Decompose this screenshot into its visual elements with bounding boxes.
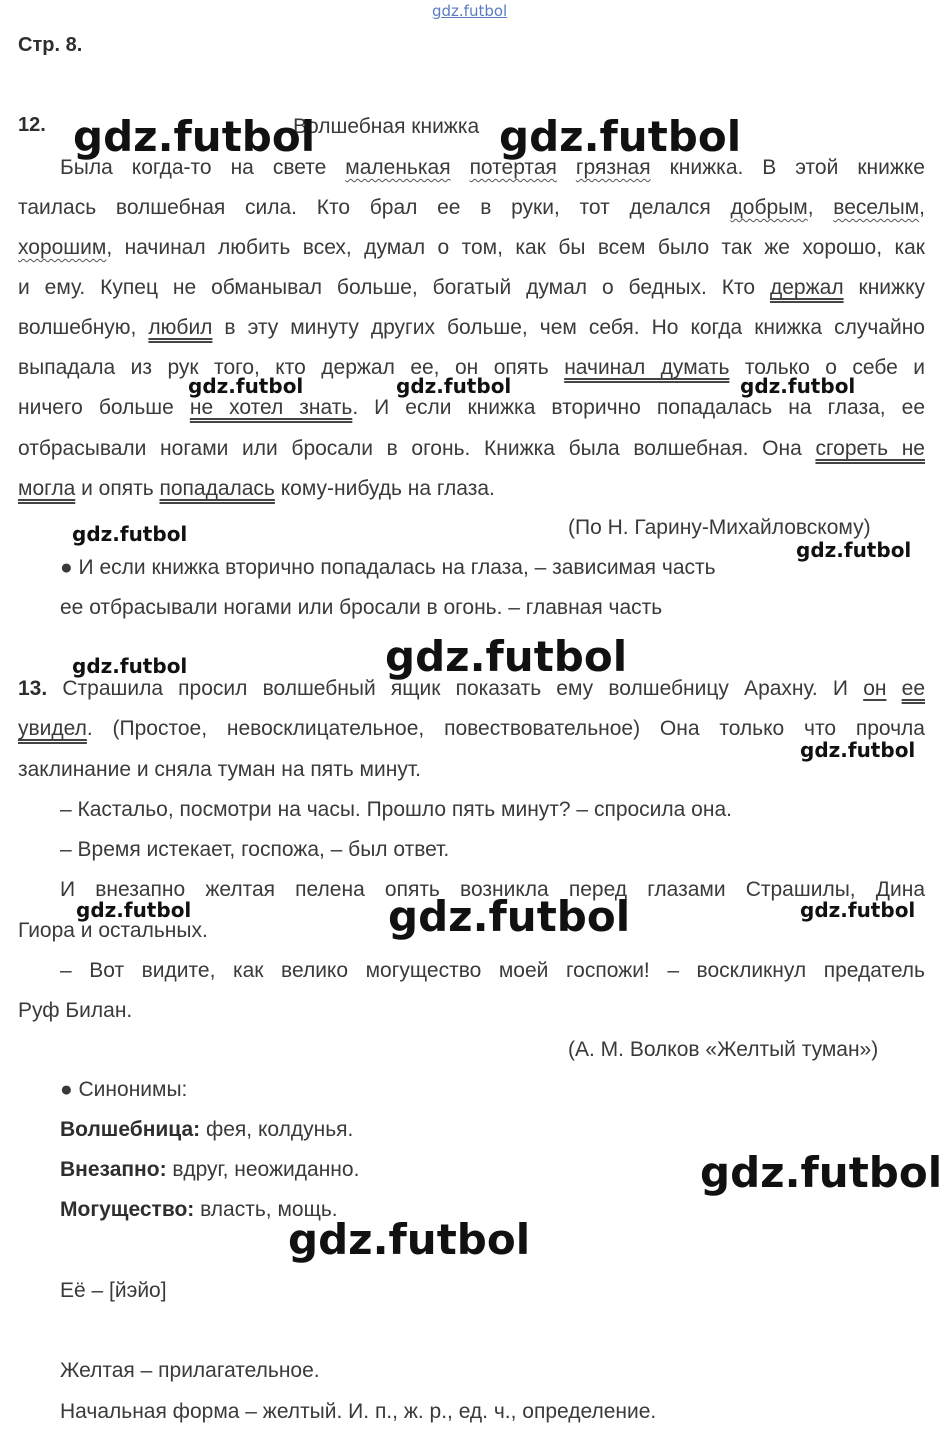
synonym-row: Внезапно: вдруг, неожиданно.: [60, 1158, 360, 1181]
watermark: gdz.futbol: [388, 892, 631, 941]
watermark: gdz.futbol: [76, 898, 192, 922]
watermark: gdz.futbol: [385, 632, 628, 681]
morph-line-2: Начальная форма – желтый. И. п., ж. р., ед. ч., определение.: [60, 1400, 657, 1423]
ex12-bullet-dependent: ● И если книжка вторично попадалась на глаза, – зависимая часть: [60, 556, 716, 579]
phonetic-transcription: Её – [йэйо]: [60, 1279, 167, 1302]
watermark: gdz.futbol: [800, 898, 916, 922]
ex13-line-6: И внезапно желтая пелена опять возникла перед глазами Страшилы, Дина: [60, 878, 925, 901]
ex13-line-5: – Время истекает, госпожа, – был ответ.: [60, 838, 450, 861]
ex12-line-8: отбрасывали ногами или бросали в огонь. Книжка была волшебная. Она сгореть не: [18, 437, 925, 460]
ex12-line-1: Была когда-то на свете маленькая потертая грязная книжка. В этой книжке: [60, 156, 925, 179]
watermark: gdz.futbol: [700, 1148, 943, 1197]
ex12-bullet-main: ее отбрасывали ногами или бросали в огонь. – главная часть: [60, 596, 663, 619]
ex12-line-7: ничего больше не хотел знать. И если книжка вторично попадалась на глаза, ее: [18, 396, 925, 419]
ex12-line-9: могла и опять попадалась кому-нибудь на глаза.: [18, 477, 495, 500]
ex12-source: (По Н. Гарину-Михайловскому): [568, 516, 871, 539]
exercise-12-number: 12.: [18, 114, 46, 136]
watermark: gdz.futbol: [499, 112, 742, 161]
ex13-line-3: заклинание и сняла туман на пять минут.: [18, 758, 421, 781]
ex12-line-4: и ему. Купец не обманывал больше, богатый думал о бедных. Кто держал книжку: [18, 276, 925, 299]
ex13-line-8: – Вот видите, как велико могущество моей госпожи! – воскликнул предатель: [60, 959, 925, 982]
synonyms-heading: ● Синонимы:: [60, 1078, 188, 1101]
ex13-line-2: увидел. (Простое, невосклицательное, повествовательное) Она только что прочла: [18, 717, 925, 740]
watermark: gdz.futbol: [396, 374, 512, 398]
watermark: gdz.futbol: [800, 738, 916, 762]
watermark: gdz.futbol: [740, 374, 856, 398]
ex12-line-5: волшебную, любил в эту минуту других больше, чем себя. Но когда книжка случайно: [18, 316, 925, 339]
ex13-source: (А. М. Волков «Желтый туман»): [568, 1038, 879, 1061]
ex13-line-1: 13. Страшила просил волшебный ящик показать ему волшебницу Арахну. И он ее: [18, 677, 925, 700]
watermark: gdz.futbol: [72, 522, 188, 546]
ex13-line-9: Руф Билан.: [18, 999, 133, 1022]
synonym-row: Волшебница: фея, колдунья.: [60, 1118, 354, 1141]
watermark: gdz.futbol: [188, 374, 304, 398]
ex13-line-7: Гиора и остальных.: [18, 919, 208, 942]
exercise-12-title: Волшебная книжка: [293, 115, 480, 138]
ex13-line-4: – Кастальо, посмотри на часы. Прошло пять минут? – спросила она.: [60, 798, 732, 821]
ex12-line-2: таилась волшебная сила. Кто брал ее в руки, тот делался добрым, веселым,: [18, 196, 925, 219]
watermark: gdz.futbol: [73, 112, 316, 161]
synonym-row: Могущество: власть, мощь.: [60, 1198, 338, 1221]
watermark: gdz.futbol: [72, 654, 188, 678]
morph-line-1: Желтая – прилагательное.: [60, 1359, 320, 1382]
watermark: gdz.futbol: [288, 1215, 531, 1264]
top-watermark-link[interactable]: gdz.futbol: [432, 2, 508, 20]
watermark: gdz.futbol: [796, 538, 912, 562]
page-label: Стр. 8.: [18, 34, 83, 56]
ex12-line-6: выпадала из рук того, кто держал ее, он опять начинал думать только о себе и: [18, 356, 926, 379]
ex12-line-3: хорошим, начинал любить всех, думал о том, как бы всем было так же хорошо, как: [18, 236, 925, 259]
